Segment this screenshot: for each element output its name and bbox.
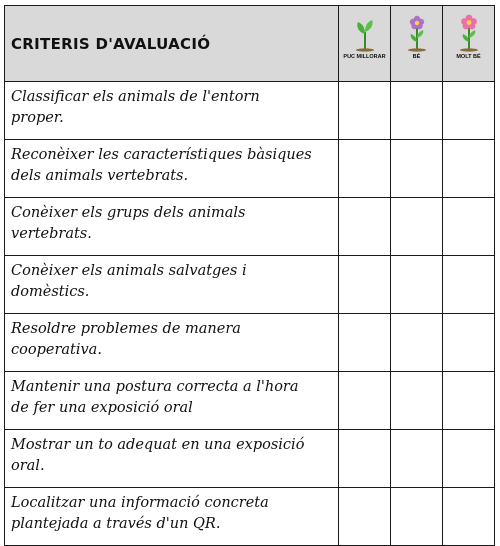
level-header-puc-millorar [339,6,391,82]
score-cell-molt-be[interactable] [443,430,495,488]
score-cell-puc-millorar[interactable] [339,82,391,140]
level-label-molt-be: MOLT BÉ [456,54,481,60]
score-cell-be[interactable] [391,314,443,372]
score-cell-puc-millorar[interactable] [339,256,391,314]
score-cell-be[interactable] [391,82,443,140]
criterion-text: Classificar els animals de l'entorn proper. [5,82,339,140]
score-cell-molt-be[interactable] [443,372,495,430]
criterion-row [5,140,495,198]
criterion-row [5,256,495,314]
pink-flower-icon [456,12,482,52]
criterion-row [5,488,495,546]
score-cell-puc-millorar[interactable] [339,314,391,372]
header-row [5,6,495,82]
score-cell-puc-millorar[interactable] [339,198,391,256]
criterion-text: Localitzar una informació concreta plantejada a través d'un QR. [5,488,339,546]
criterion-text: Resoldre problemes de manera cooperativa. [5,314,339,372]
score-cell-puc-millorar[interactable] [339,430,391,488]
criterion-row [5,198,495,256]
level-header-molt-be [443,6,495,82]
score-cell-puc-millorar[interactable] [339,372,391,430]
score-cell-be[interactable] [391,430,443,488]
score-cell-molt-be[interactable] [443,82,495,140]
criterion-row [5,430,495,488]
criterion-text: Reconèixer les característiques bàsiques dels animals vertebrats. [5,140,339,198]
score-cell-be[interactable] [391,488,443,546]
score-cell-molt-be[interactable] [443,488,495,546]
level-header-be [391,6,443,82]
criterion-row [5,82,495,140]
score-cell-be[interactable] [391,256,443,314]
criterion-text: Conèixer els animals salvatges i domèstics. [5,256,339,314]
criterion-text: Mostrar un to adequat en una exposició oral. [5,430,339,488]
criterion-row [5,372,495,430]
score-cell-puc-millorar[interactable] [339,488,391,546]
evaluation-rubric-table [4,5,495,546]
seedling-icon [352,12,378,52]
score-cell-be[interactable] [391,140,443,198]
criteria-header: CRITERIS D'AVALUACIÓ [5,6,339,82]
score-cell-molt-be[interactable] [443,140,495,198]
criterion-text: Mantenir una postura correcta a l'hora de fer una exposició oral [5,372,339,430]
score-cell-molt-be[interactable] [443,256,495,314]
score-cell-be[interactable] [391,372,443,430]
criterion-text: Conèixer els grups dels animals vertebrats. [5,198,339,256]
criterion-row [5,314,495,372]
score-cell-molt-be[interactable] [443,314,495,372]
level-label-be: BÉ [412,54,421,60]
score-cell-molt-be[interactable] [443,198,495,256]
purple-flower-icon [404,12,430,52]
score-cell-be[interactable] [391,198,443,256]
level-label-puc-millorar: PUC MILLORAR [343,54,386,60]
score-cell-puc-millorar[interactable] [339,140,391,198]
